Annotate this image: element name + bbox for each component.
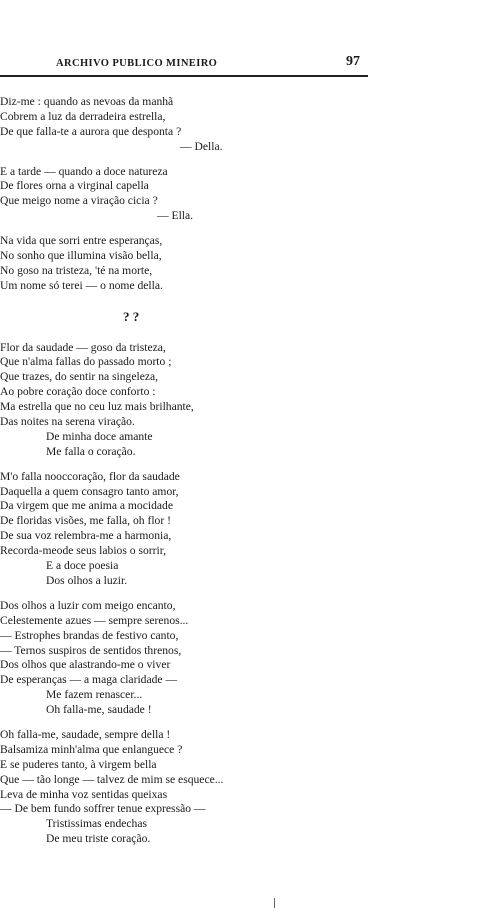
poem-line: M'o falla nooccoração, flor da saudade (0, 469, 180, 483)
poem-line: — De bem fundo soffrer tenue expressão — (0, 802, 206, 816)
poem-line: De minha doce amante (46, 429, 153, 443)
poem-line: De que falla-te a aurora que desponta ? (0, 124, 182, 138)
poem-line: Na vida que sorri entre esperanças, (0, 234, 163, 248)
header-rule (0, 75, 368, 77)
poem-line: Daquella a quem consagro tanto amor, (0, 484, 179, 498)
poem-line: Leva de minha voz sentidas queixas (0, 787, 168, 801)
poem-line: De sua voz relembra-me a harmonia, (0, 529, 172, 543)
poem-line: Que — tão longe — talvez de mim se esquece... (0, 772, 224, 786)
poem-line: Balsamiza minh'alma que enlanguece ? (0, 742, 183, 756)
poem-line: Dos olhos que alastrando-me o viver (0, 658, 171, 672)
poem-line: Dos olhos a luzir. (46, 573, 128, 587)
poem-line: No goso na tristeza, 'té na morte, (0, 263, 153, 277)
stanza (0, 599, 481, 718)
poem-line: Ao pobre coração doce conforto : (0, 385, 156, 399)
stanza (0, 165, 481, 225)
page-number: 97 (346, 54, 360, 69)
poem-line: — Estrophes brandas de festivo canto, (0, 628, 179, 642)
page-header (0, 50, 481, 80)
poem-line: Me fazem renascer... (46, 688, 143, 702)
stanza (0, 310, 481, 325)
poem-line: Recorda-meode seus labios o sorrir, (0, 544, 166, 558)
stanza (0, 470, 481, 589)
poem-body (0, 95, 481, 847)
running-title: ARCHIVO PUBLICO MINEIRO (56, 58, 218, 69)
poem-line: Das noites na serena viração. (0, 415, 135, 429)
stray-mark (274, 898, 275, 908)
poem-line: Que n'alma fallas do passado morto ; (0, 355, 172, 369)
stanza-gap (0, 325, 481, 341)
poem-line: Tristissimas endechas (46, 817, 148, 831)
poem-line: De flores orna a virginal capella (0, 179, 149, 193)
poem-line: Flor da saudade — goso da tristeza, (0, 340, 166, 354)
stanza (0, 728, 481, 847)
stanza-gap (0, 460, 481, 470)
stanza-gap (0, 155, 481, 165)
stanza-gap (0, 718, 481, 728)
poem-line: No sonho que illumina visão bella, (0, 249, 162, 263)
poem-line: De floridas visões, me falla, oh flor ! (0, 514, 171, 528)
poem-line: Cobrem a luz da derradeira estrella, (0, 109, 166, 123)
poem-line: — Ella. (157, 209, 194, 223)
poem-line: Ma estrella que no ceu luz mais brilhante, (0, 400, 194, 414)
poem-line: Oh falla-me, saudade, sempre della ! (0, 727, 171, 741)
poem-line: Me falla o coração. (46, 444, 136, 458)
stanza (0, 95, 481, 155)
poem-line: Diz-me : quando as nevoas da manhã (0, 95, 174, 108)
poem-line: — Della. (180, 139, 223, 153)
poem-line: Dos olhos a luzir com meigo encanto, (0, 598, 176, 612)
poem-line: De meu triste coração. (46, 832, 151, 846)
stanza (0, 234, 481, 294)
poem-line: ? ? (123, 308, 140, 324)
poem-line: Oh falla-me, saudade ! (46, 703, 152, 717)
poem-line: Que trazes, do sentir na singeleza, (0, 370, 159, 384)
poem-line: E se puderes tanto, à virgem bella (0, 757, 157, 771)
poem-line: Da virgem que me anima a mocidade (0, 499, 173, 513)
poem-line: E a doce poesia (46, 559, 119, 573)
stanza-gap (0, 224, 481, 234)
poem-line: Celestemente azues — sempre serenos... (0, 613, 189, 627)
stanza (0, 341, 481, 460)
stanza-gap (0, 589, 481, 599)
poem-line: Um nome só terei — o nome della. (0, 278, 163, 292)
poem-line: Que meigo nome a viração cicia ? (0, 194, 158, 208)
poem-line: E a tarde — quando a doce natureza (0, 164, 168, 178)
poem-line: — Ternos suspiros de sentidos threnos, (0, 643, 182, 657)
stanza-gap (0, 294, 481, 310)
poem-line: De esperanças — a maga claridade — (0, 673, 178, 687)
